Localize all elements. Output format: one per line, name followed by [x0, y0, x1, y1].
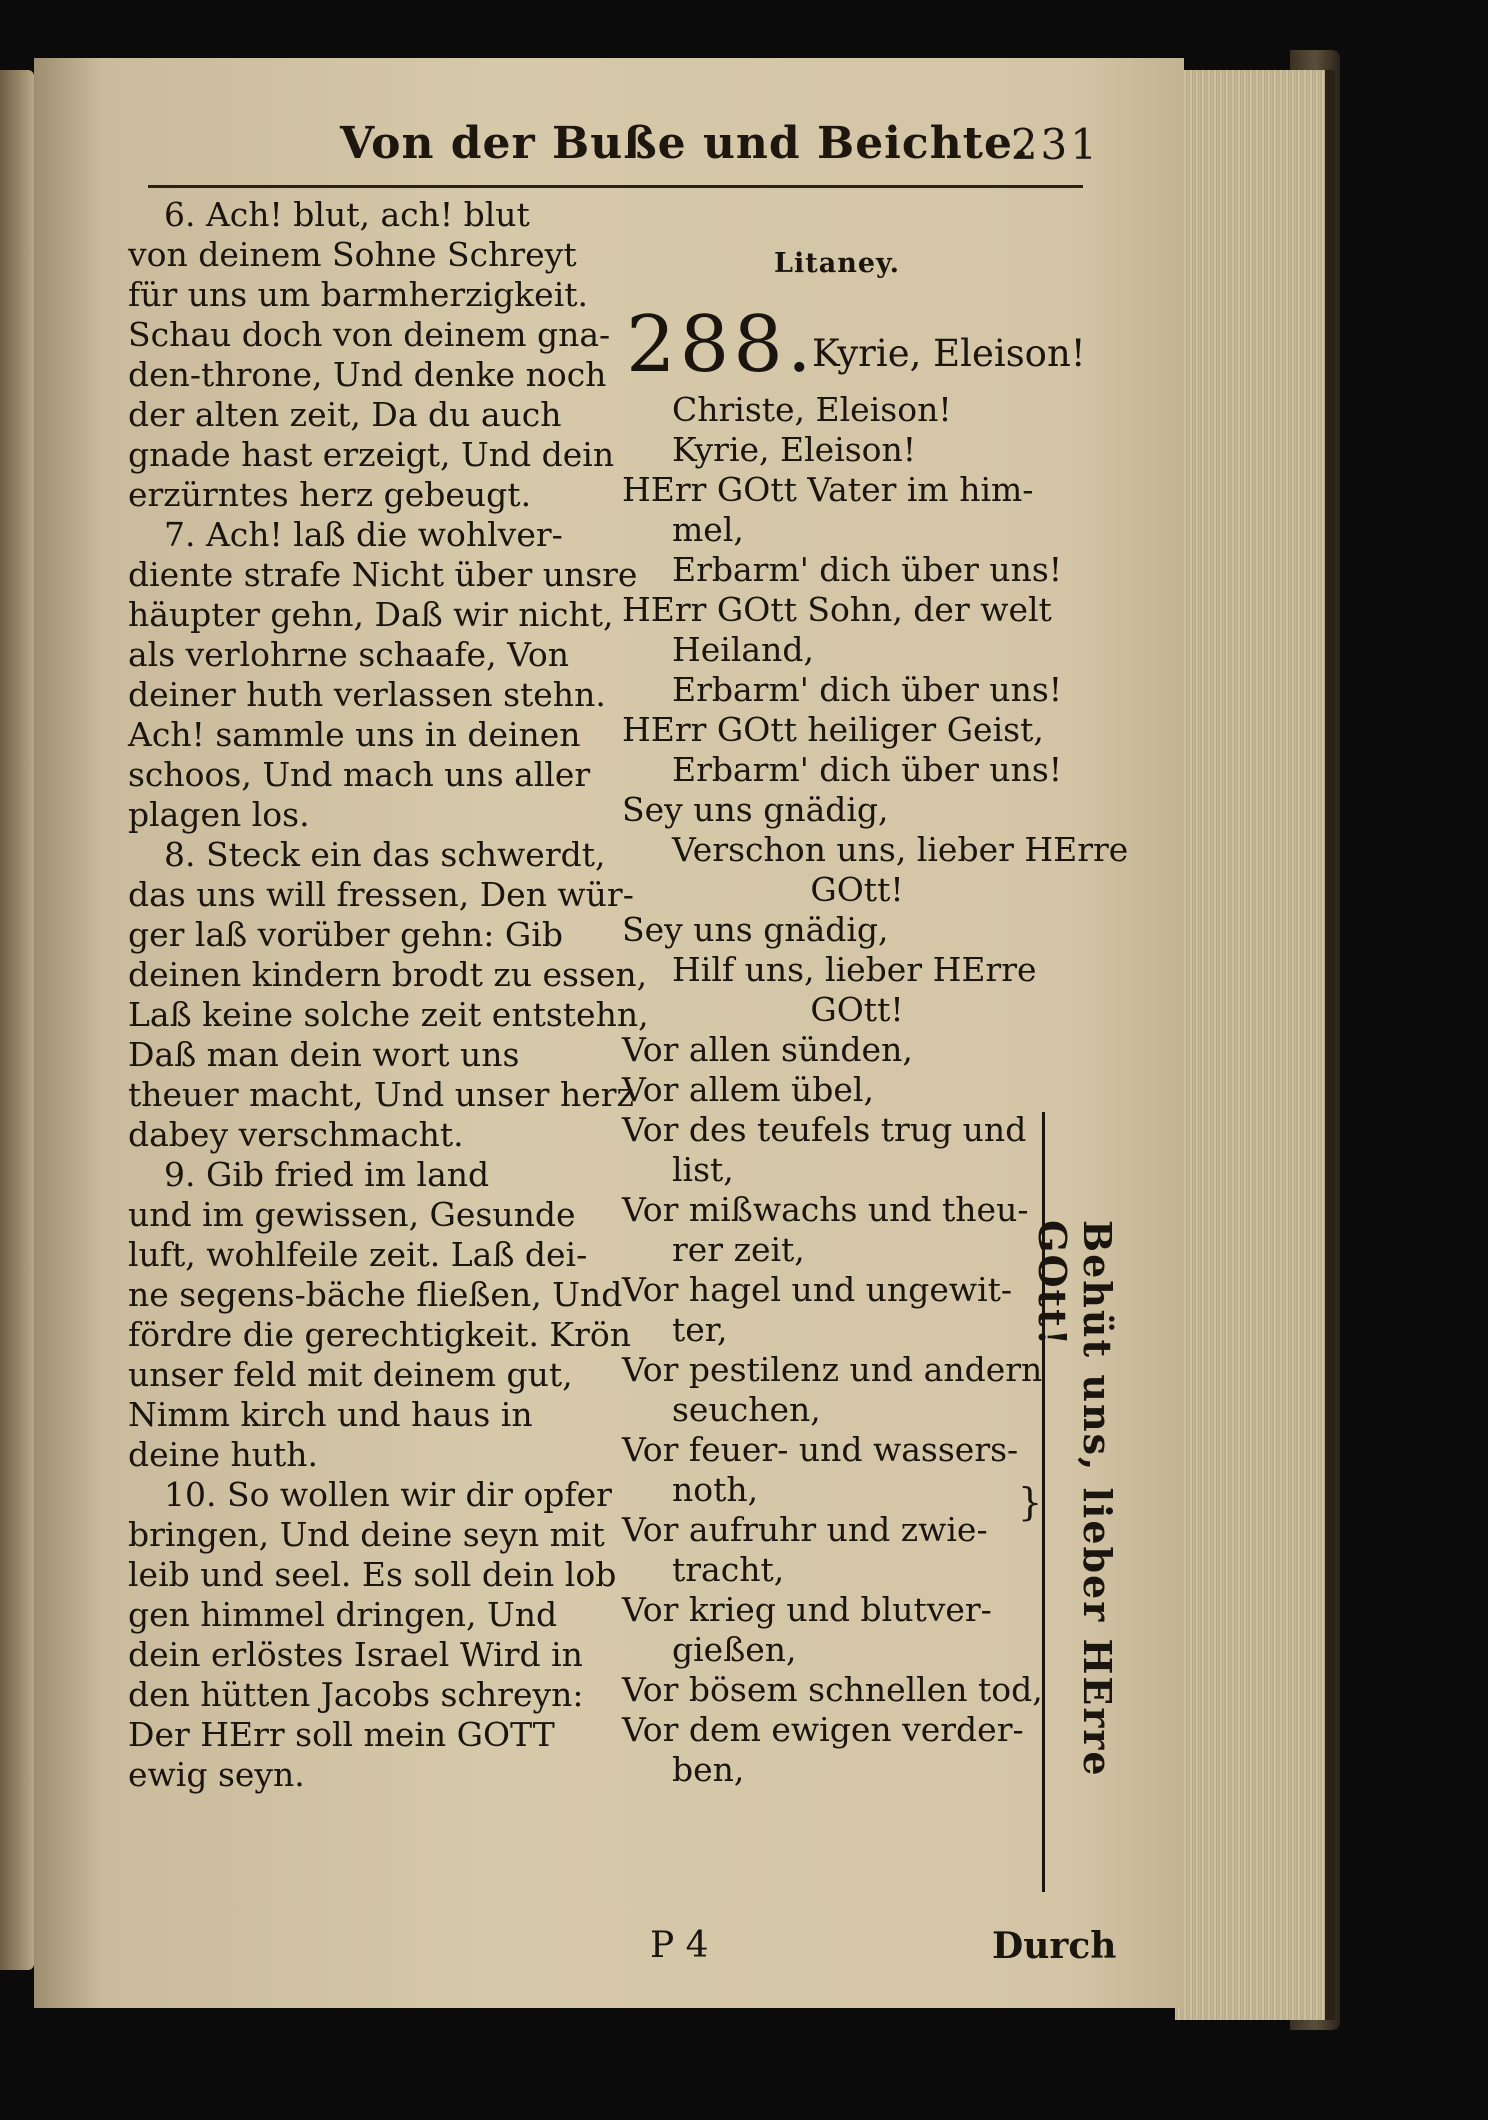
text-line: Erbarm' dich über uns!	[672, 550, 1063, 589]
text-line: HErr GOtt heiliger Geist,	[622, 710, 1044, 749]
text-line: 8. Steck ein das schwerdt,	[164, 835, 606, 874]
hymn-first-line: Kyrie, Eleison!	[812, 332, 1086, 375]
text-line: ben,	[672, 1750, 745, 1789]
text-line: gnade hast erzeigt, Und dein	[128, 435, 615, 474]
hymn-number: 288.	[626, 300, 816, 390]
bracket-brace: }	[1018, 1480, 1043, 1524]
signature-mark: P 4	[650, 1925, 709, 1966]
text-line: deiner huth verlassen stehn.	[128, 675, 606, 714]
text-line: seuchen,	[672, 1390, 821, 1429]
text-line: dabey verschmacht.	[128, 1115, 464, 1154]
text-line: rer zeit,	[672, 1230, 805, 1269]
text-line: bringen, Und deine seyn mit	[128, 1515, 605, 1554]
section-title: Litaney.	[773, 248, 900, 279]
text-line: Ach! sammle uns in deinen	[128, 715, 581, 754]
text-line: 6. Ach! blut, ach! blut	[164, 195, 530, 234]
text-line: theuer macht, Und unser herz	[128, 1075, 634, 1114]
left-column	[128, 195, 649, 1795]
text-line: schoos, Und mach uns aller	[128, 755, 591, 794]
catchword: Durch	[992, 1925, 1117, 1967]
text-line: dein erlöstes Israel Wird in	[128, 1635, 583, 1674]
text-line: Erbarm' dich über uns!	[672, 750, 1063, 789]
text-line: leib und seel. Es soll dein lob	[128, 1555, 617, 1594]
text-line: für uns um barmherzigkeit.	[128, 275, 589, 314]
text-line: Sey uns gnädig,	[622, 910, 889, 949]
text-line: 10. So wollen wir dir opfer	[164, 1475, 612, 1514]
text-line: gießen,	[672, 1630, 797, 1669]
running-title: Von der Buße und Beichte.	[340, 118, 1030, 169]
text-line: Der HErr soll mein GOTT	[128, 1715, 555, 1754]
text-line: HErr GOtt Vater im him-	[622, 470, 1034, 509]
page-block-edges	[1175, 70, 1335, 2020]
text-line: Vor aufruhr und zwie-	[622, 1510, 988, 1549]
text-line: Verschon uns, lieber HErre	[672, 830, 1129, 869]
text-line: GOtt!	[810, 870, 904, 909]
text-line: ter,	[672, 1310, 728, 1349]
text-line: Kyrie, Eleison!	[672, 430, 917, 469]
text-line: den hütten Jacobs schreyn:	[128, 1675, 584, 1714]
text-line: Schau doch von deinem gna-	[128, 315, 611, 354]
text-line: der alten zeit, Da du auch	[128, 395, 562, 434]
hymn-heading	[626, 300, 1096, 390]
text-line: plagen los.	[128, 795, 310, 834]
text-line: deinen kindern brodt zu essen,	[128, 955, 648, 994]
text-line: Vor mißwachs und theu-	[622, 1190, 1029, 1229]
text-line: Erbarm' dich über uns!	[672, 670, 1063, 709]
text-line: GOtt!	[810, 990, 904, 1029]
header-rule	[148, 185, 1083, 188]
text-line: Vor pestilenz und andern	[622, 1350, 1043, 1389]
text-line: das uns will fressen, Den wür-	[128, 875, 634, 914]
text-line: Vor allem übel,	[622, 1070, 874, 1109]
right-column	[622, 390, 1129, 1790]
vertical-response: Behüt uns, lieber HErre GOtt!	[1030, 1220, 1120, 1778]
text-line: ewig seyn.	[128, 1755, 305, 1794]
text-line: Heiland,	[672, 630, 814, 669]
text-line: Nimm kirch und haus in	[128, 1395, 533, 1434]
text-line: Hilf uns, lieber HErre	[672, 950, 1037, 989]
text-line: unser feld mit deinem gut,	[128, 1355, 573, 1394]
text-line: Vor krieg und blutver-	[622, 1590, 992, 1629]
page-number: 231	[1010, 120, 1100, 169]
text-line: HErr GOtt Sohn, der welt	[622, 590, 1052, 629]
text-line: noth,	[672, 1470, 759, 1509]
text-line: und im gewissen, Gesunde	[128, 1195, 576, 1234]
text-line: luft, wohlfeile zeit. Laß dei-	[128, 1235, 588, 1274]
page-header	[340, 118, 1100, 178]
text-line: 7. Ach! laß die wohlver-	[164, 515, 563, 554]
text-line: erzürntes herz gebeugt.	[128, 475, 532, 514]
text-line: Vor bösem schnellen tod,	[622, 1670, 1043, 1709]
text-line: ne segens-bäche fließen, Und	[128, 1275, 623, 1314]
text-line: list,	[672, 1150, 734, 1189]
text-line: diente strafe Nicht über unsre	[128, 555, 638, 594]
text-line: von deinem Sohne Schreyt	[128, 235, 577, 274]
text-line: häupter gehn, Daß wir nicht,	[128, 595, 614, 634]
text-line: gen himmel dringen, Und	[128, 1595, 558, 1634]
text-line: Vor allen sünden,	[622, 1030, 913, 1069]
text-line: Christe, Eleison!	[672, 390, 952, 429]
text-line: deine huth.	[128, 1435, 318, 1474]
text-line: 9. Gib fried im land	[164, 1155, 490, 1194]
left-page-edge	[0, 70, 34, 1970]
text-line: ger laß vorüber gehn: Gib	[128, 915, 563, 954]
text-line: mel,	[672, 510, 744, 549]
text-line: den-throne, Und denke noch	[128, 355, 607, 394]
text-line: Vor hagel und ungewit-	[622, 1270, 1013, 1309]
text-line: Daß man dein wort uns	[128, 1035, 520, 1074]
text-line: als verlohrne schaafe, Von	[128, 635, 569, 674]
text-line: fördre die gerechtigkeit. Krön	[128, 1315, 631, 1354]
text-line: Vor dem ewigen verder-	[622, 1710, 1024, 1749]
text-line: Laß keine solche zeit entstehn,	[128, 995, 649, 1034]
text-line: Sey uns gnädig,	[622, 790, 889, 829]
text-line: Vor feuer- und wassers-	[622, 1430, 1019, 1469]
text-line: Vor des teufels trug und	[622, 1110, 1027, 1149]
text-line: tracht,	[672, 1550, 785, 1589]
